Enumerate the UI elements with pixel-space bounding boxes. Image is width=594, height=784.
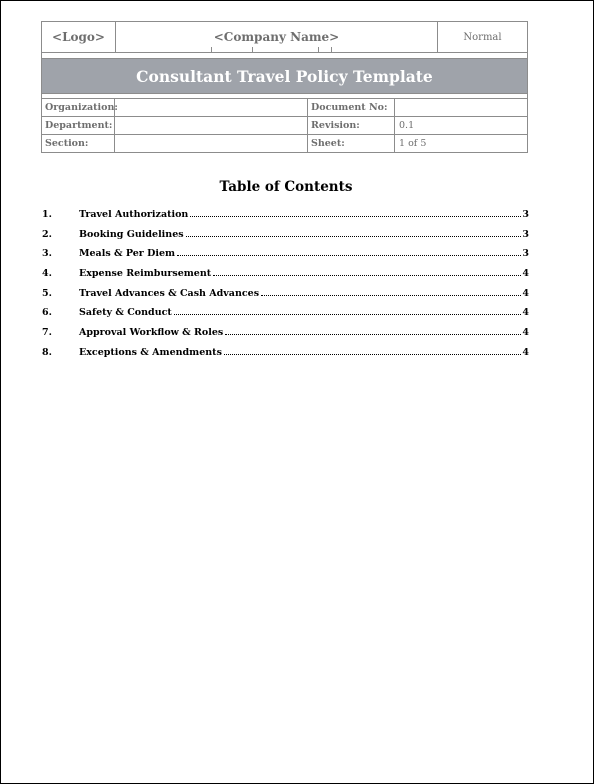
section-value xyxy=(115,135,308,152)
company-name-text: <Company Name> xyxy=(213,30,340,44)
toc-entry-page: 3 xyxy=(522,228,529,240)
style-label: Normal xyxy=(463,31,502,43)
toc-entry-number: 7. xyxy=(42,327,52,339)
toc-dot-leader xyxy=(190,215,521,217)
toc-entry-page: 3 xyxy=(522,248,529,260)
toc-dot-leader xyxy=(261,294,521,296)
toc-entry-label: Expense Reimbursement xyxy=(79,268,212,280)
sheet-label: Sheet: xyxy=(308,135,395,152)
toc-dot-leader xyxy=(225,333,521,335)
toc-entry-number: 8. xyxy=(42,346,52,358)
toc-entry[interactable] xyxy=(42,347,529,367)
toc-entry[interactable] xyxy=(42,327,529,347)
toc-entry-label: Travel Advances & Cash Advances xyxy=(79,287,260,299)
toc-entry[interactable] xyxy=(42,229,529,249)
info-row-organization xyxy=(42,99,527,117)
toc-entry[interactable] xyxy=(42,307,529,327)
toc-entry-label: Safety & Conduct xyxy=(79,307,172,319)
toc-entry-page: 4 xyxy=(522,346,529,358)
toc-dot-leader xyxy=(174,313,521,315)
toc-entry-number: 4. xyxy=(42,268,52,280)
organization-value xyxy=(115,99,308,116)
toc-entry[interactable] xyxy=(42,209,529,229)
toc-entry-number: 2. xyxy=(42,228,52,240)
toc-entry-page: 4 xyxy=(522,327,529,339)
toc-entry-page: 4 xyxy=(522,287,529,299)
section-label: Section: xyxy=(42,135,115,152)
toc-entry-label: Exceptions & Amendments xyxy=(79,346,222,358)
toc-entry-number: 5. xyxy=(42,287,52,299)
sheet-value: 1 of 5 xyxy=(399,138,427,149)
toc-entry-number: 6. xyxy=(42,307,52,319)
company-name-placeholder xyxy=(116,22,438,52)
table-of-contents xyxy=(42,209,529,367)
cell-divider-tick xyxy=(211,47,212,52)
organization-label: Organization: xyxy=(42,99,115,116)
toc-entry[interactable] xyxy=(42,248,529,268)
toc-heading: Table of Contents xyxy=(219,179,353,195)
info-row-department xyxy=(42,117,527,135)
toc-dot-leader xyxy=(177,254,521,256)
toc-dot-leader xyxy=(186,235,521,237)
toc-entry-label: Travel Authorization xyxy=(79,209,189,220)
toc-entry-label: Booking Guidelines xyxy=(79,228,184,240)
toc-entry-page: 3 xyxy=(522,209,529,220)
toc-dot-leader xyxy=(224,353,521,355)
toc-entry[interactable] xyxy=(42,268,529,288)
department-label: Department: xyxy=(42,117,115,134)
logo-placeholder: <Logo> xyxy=(42,22,116,52)
toc-entry-page: 4 xyxy=(522,268,529,280)
toc-entry-number: 1. xyxy=(42,209,52,220)
toc-entry-page: 4 xyxy=(522,307,529,319)
toc-entry-label: Meals & Per Diem xyxy=(79,248,176,260)
document-no-label: Document No: xyxy=(308,99,395,116)
header-top-row xyxy=(42,22,527,53)
cell-divider-tick xyxy=(318,47,319,52)
revision-value: 0.1 xyxy=(399,120,415,131)
cell-divider-tick xyxy=(331,47,332,52)
department-value xyxy=(115,117,308,134)
info-row-section xyxy=(42,135,527,152)
document-title: Consultant Travel Policy Template xyxy=(42,59,527,94)
toc-entry[interactable] xyxy=(42,288,529,308)
cell-divider-tick xyxy=(252,47,253,52)
toc-entry-label: Approval Workflow & Roles xyxy=(79,327,224,339)
toc-dot-leader xyxy=(213,274,521,276)
document-header-table xyxy=(41,21,528,153)
document-no-value xyxy=(395,99,527,116)
revision-label: Revision: xyxy=(308,117,395,134)
toc-entry-number: 3. xyxy=(42,248,52,260)
